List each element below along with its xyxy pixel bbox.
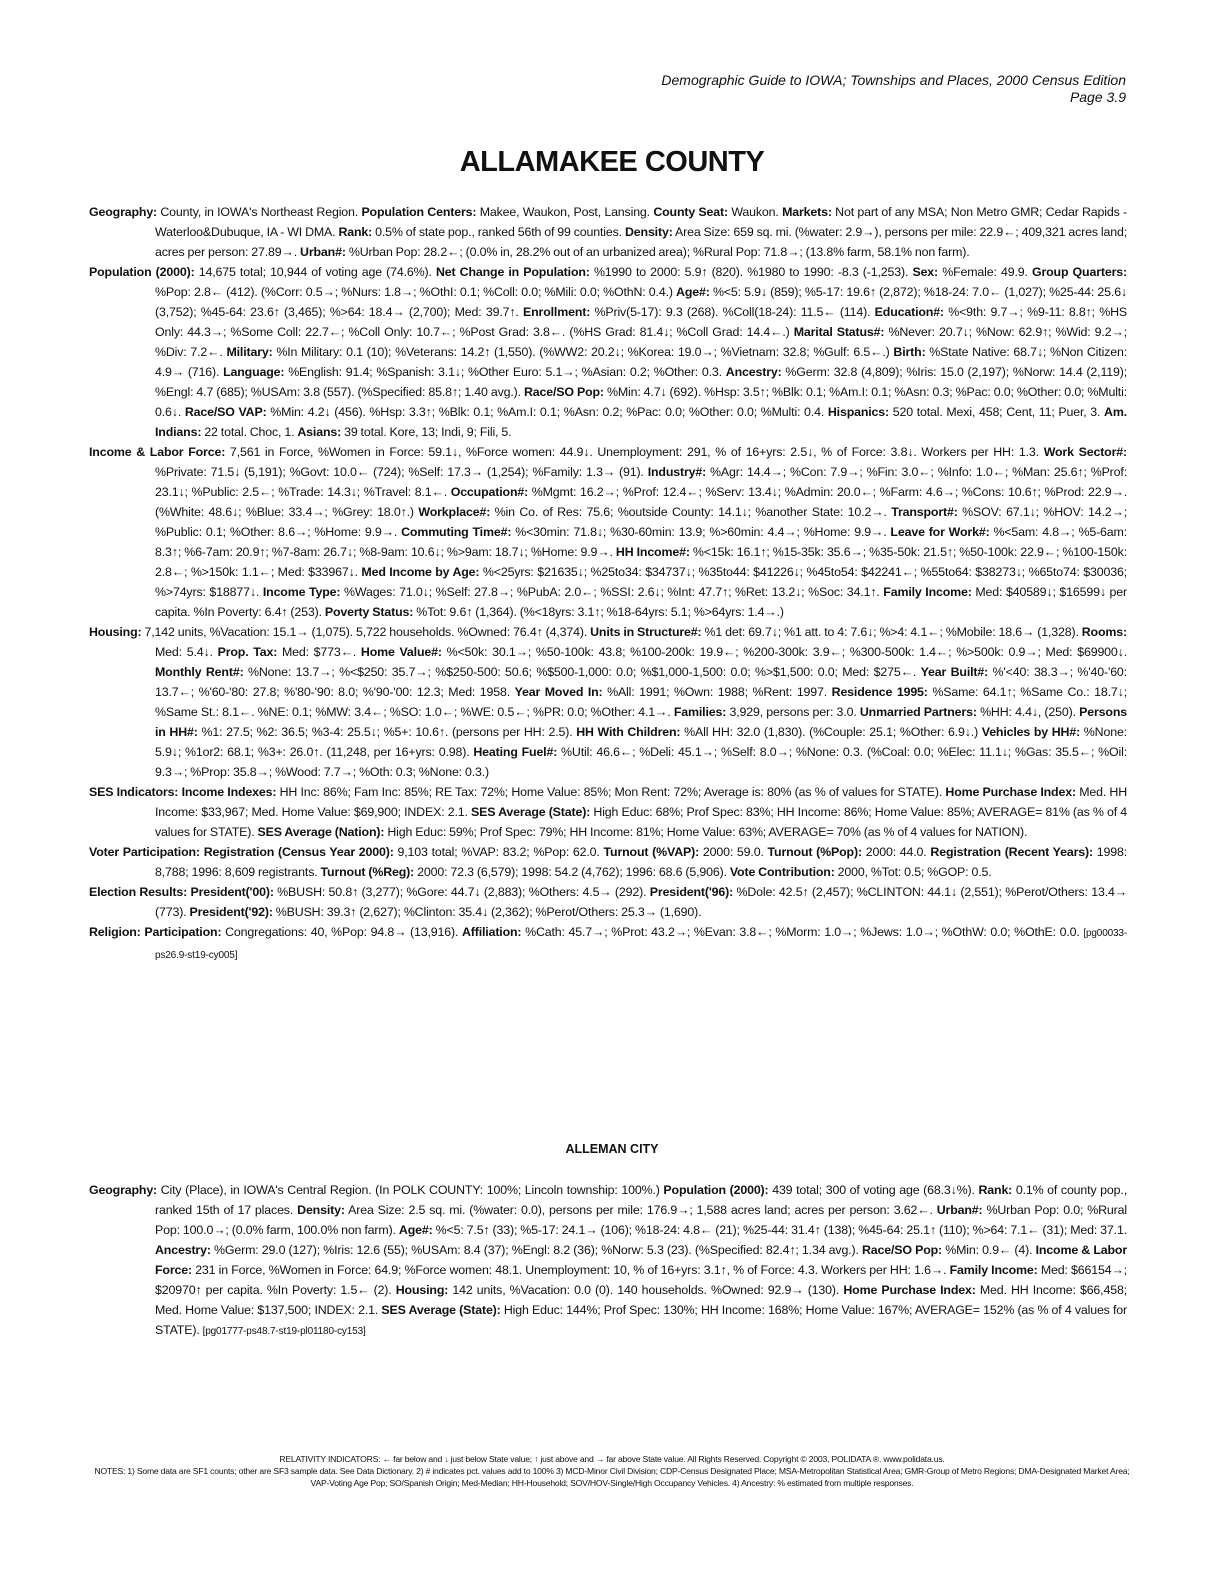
profile-entry xyxy=(89,442,1127,622)
profile-entry xyxy=(89,842,1127,882)
page-footer xyxy=(90,1453,1134,1489)
profile-entry xyxy=(89,262,1127,442)
page-header xyxy=(661,72,1126,106)
entry-text: County, in IOWA's Northeast Region. Population Centers: Makee, Waukon, Post, Lansing. County Seat: Waukon. Markets: Not part of any MSA; Non Metro GMR; Cedar Rapids - Waterloo&Dubuque, IA - WI DMA. Rank: 0.5% of state pop., ranked 56th of 99 counties. Density: Area Size: 659 sq. mi. (%water: 2.9→), persons per mile: 22.9←; 409,321 acres land; acres per person: 27.89→. Urban#: %Urban Pop: 28.2←; (0.0% in, 28.2% out of an urbanized area); %Rural Pop: 71.8→; (13.8% farm, 58.1% non farm). xyxy=(155,205,1127,259)
entry-label: Population (2000): xyxy=(89,265,195,279)
publication-title: Demographic Guide to IOWA; Townships and Places, 2000 Census Edition xyxy=(661,72,1126,88)
entry-label: Religion: xyxy=(89,925,141,939)
entry-text: President('00): %BUSH: 50.8↑ (3,277); %Gore: 44.7↓ (2,883); %Others: 4.5→ (292). President('96): %Dole: 42.5↑ (2,457); %CLINTON: 44.1↓ (2,551); %Perot/Others: 13.4→ (773). President('92): %BUSH: 39.3↑ (2,627); %Clinton: 35.4↓ (2,362); %Perot/Others: 25.3→ (1,690). xyxy=(155,885,1127,919)
entry-text: Income Indexes: HH Inc: 86%; Fam Inc: 85%; RE Tax: 72%; Home Value: 85%; Mon Rent: 72%; Average is: 80% (as % of values for STATE). Home Purchase Index: Med. HH Income: $33,967; Med. Home Value: $69,900; INDEX: 2.1. SES Average (State): High Educ: 68%; Prof Spec: 83%; HH Income: 86%; Home Value: 85%; AVERAGE= 81% (as % of 4 values for STATE). SES Average (Nation): High Educ: 59%; Prof Spec: 79%; HH Income: 81%; Home Value: 63%; AVERAGE= 70% (as % of 4 values for NATION). xyxy=(155,785,1127,839)
entry-text: 14,675 total; 10,944 of voting age (74.6%). Net Change in Population: %1990 to 2000: 5.9↑ (820). %1980 to 1990: -8.3 (-1,253). Sex: %Female: 49.9. Group Quarters: %Pop: 2.8← (412). (%Corr: 0.5→; %Nurs: 1.8→; %OthI: 0.1; %Coll: 0.0; %Mili: 0.0; %OthN: 0.4.) Age#: %<5: 5.9↓ (859); %5-17: 19.6↑ (2,872); %18-24: 7.0← (1,027); %25-44: 25.6↓ (3,752); %45-64: 23.6↑ (3,465); %>64: 18.4→ (2,700); Med: 39.7↑. Enrollment: %Priv(5-17): 9.3 (268). %Coll(18-24): 11.5← (114). Education#: %<9th: 9.7→; %9-11: 8.8↑; %HS Only: 44.3→; %Some Coll: 22.7←; %Coll Only: 10.7←; %Post Grad: 3.8←. (%HS Grad: 81.4↓; %Coll Grad: 14.4←.) Marital Status#: %Never: 20.7↓; %Now: 62.9↑; %Wid: 9.2→; %Div: 7.2←. Military: %In Military: 0.1 (10); %Veterans: 14.2↑ (1,550). (%WW2: 20.2↓; %Korea: 19.0→; %Vietnam: 32.8; %Gulf: 6.5←.) Birth: %State Native: 68.7↓; %Non Citizen: 4.9→ (716). Language: %English: 91.4; %Spanish: 3.1↓; %Other Euro: 5.1→; %Asian: 0.2; %Other: 0.3. Ancestry: %Germ: 32.8 (4,809); %Iris: 15.0 (2,197); %Norw: 14.4 (2,119); %Engl: 4.7 (685); %USAm: 3.8 (557). (%Specified: 85.8↑; 1.40 avg.). Race/SO Pop: %Min: 4.7↓ (692). %Hsp: 3.5↑; %Blk: 0.1; %Am.I: 0.1; %Asn: 0.3; %Pac: 0.0; %Other: 0.0; %Multi: 0.6↓. Race/SO VAP: %Min: 4.2↓ (456). %Hsp: 3.3↑; %Blk: 0.1; %Am.I: 0.1; %Asn: 0.2; %Pac: 0.0; %Other: 0.0; %Multi: 0.4. Hispanics: 520 total. Mexi, 458; Cent, 11; Puer, 3. Am. Indians: 22 total. Choc, 1. Asians: 39 total. Kore, 13; Indi, 9; Fili, 5. xyxy=(155,265,1128,439)
profile-entry xyxy=(89,882,1127,922)
profile-entry xyxy=(89,922,1127,966)
profile-entry xyxy=(89,202,1127,262)
entry-text: Participation: Congregations: 40, %Pop: 94.8→ (13,916). Affiliation: %Cath: 45.7→; %Prot: 43.2→; %Evan: 3.8←; %Morm: 1.0→; %Jews: 1.0→; %OthW: 0.0; %OthE: 0.0. [pg00033-ps26.9-st19-cy005] xyxy=(144,925,1128,961)
entry-text: 7,142 units, %Vacation: 15.1→ (1,075). 5,722 households. %Owned: 76.4↑ (4,374). Units in Structure#: %1 det: 69.7↓; %1 att. to 4: 7.6↓; %>4: 4.1←; %Mobile: 18.6→ (1,328). Rooms: Med: 5.4↓. Prop. Tax: Med: $773←. Home Value#: %<50k: 30.1→; %50-100k: 43.8; %100-200k: 19.9←; %200-300k: 3.9←; %300-500k: 1.4←; %>500k: 0.9→; Med: $69900↓. Monthly Rent#: %None: 13.7→; %<$250: 35.7→; %$250-500: 50.6; %$500-1,000: 0.0; %$1,000-1,500: 0.0; %>$1,500: 0.0; Med: $275←. Year Built#: %'<40: 38.3→; %'40-'60: 13.7←; %'60-'80: 27.8; %'80-'90: 8.0; %'90-'00: 12.3; Med: 1958. Year Moved In: %All: 1991; %Own: 1988; %Rent: 1997. Residence 1995: %Same: 64.1↑; %Same Co.: 18.7↓; %Same St.: 8.1←. %NE: 0.1; %MW: 3.4←; %SO: 1.0←; %WE: 0.5←; %PR: 0.0; %Other: 4.1→. Families: 3,929, persons per: 3.0. Unmarried Partners: %HH: 4.4↓, (250). Persons in HH#: %1: 27.5; %2: 36.5; %3-4: 25.5↓; %5+: 10.6↑. (persons per HH: 2.5). HH With Children: %All HH: 32.0 (1,830). (%Couple: 25.1; %Other: 6.9↓.) Vehicles by HH#: %None: 5.9↓; %1or2: 68.1; %3+: 26.0↑. (11,248, per 16+yrs: 0.98). Heating Fuel#: %Util: 46.6←; %Deli: 45.1→; %Self: 8.0→; %None: 0.3. (%Coal: 0.0; %Elec: 11.1↓; %Gas: 35.5←; %Oil: 9.3→; %Prop: 35.8→; %Wood: 7.7→; %Oth: 0.3; %None: 0.3.) xyxy=(141,625,1128,779)
entry-text: Registration (Census Year 2000): 9,103 total; %VAP: 83.2; %Pop: 62.0. Turnout (%VAP): 2000: 59.0. Turnout (%Pop): 2000: 44.0. Registration (Recent Years): 1998: 8,788; 1996: 8,609 registrants. Turnout (%Reg): 2000: 72.3 (6,579); 1998: 54.2 (4,762); 1996: 68.6 (5,906). Vote Contribution: 2000, %Tot: 0.5; %GOP: 0.5. xyxy=(155,845,1128,879)
profile-entry xyxy=(89,1180,1127,1342)
entry-label: Voter Participation: xyxy=(89,845,200,859)
footer-notes: NOTES: 1) Some data are SF1 counts; other are SF3 sample data. See Data Dictionary. 2) # indicates pct. values add to 100% 3) MCD-Minor Civil Division; CDP-Census Designated Place; MSA-Metropolitan Statistical Area; GMR-Group of Metro Regions; DMA-Designated Market Area; VAP-Voting Age Pop; SO/Spanish Origin; Med-Median; HH-Household; SOV/HOV-Single/High Occupancy Vehicles. 4) Ancestry: % estimated from multiple responses. xyxy=(94,1466,1130,1488)
profile-entry xyxy=(89,782,1127,842)
place-title: ALLEMAN CITY xyxy=(565,1142,659,1156)
relativity-indicators: RELATIVITY INDICATORS: ← far below and ↓ just below State value; ↑ just above and → far above State value. All Rights Reserved. Copyright © 2003, POLIDATA ®. www.polidata.us. xyxy=(279,1454,945,1464)
page-number: Page 3.9 xyxy=(1069,89,1126,105)
place-profile xyxy=(89,1180,1127,1342)
county-profile xyxy=(89,202,1127,966)
entry-label: Housing: xyxy=(89,625,142,639)
entry-label: Income & Labor Force: xyxy=(89,445,226,459)
county-title: ALLAMAKEE COUNTY xyxy=(459,146,765,178)
entry-label: Geography: xyxy=(89,1183,158,1197)
entry-label: Geography: xyxy=(89,205,158,219)
entry-label: Election Results: xyxy=(89,885,188,899)
profile-entry xyxy=(89,622,1127,782)
entry-text: City (Place), in IOWA's Central Region. (In POLK COUNTY: 100%; Lincoln township: 100%.) Population (2000): 439 total; 300 of voting age (68.3↓%). Rank: 0.1% of county pop., ranked 15th of 17 places. Density: Area Size: 2.5 sq. mi. (%water: 0.0), persons per mile: 176.9→; 1,588 acres land; acres per person: 3.62←. Urban#: %Urban Pop: 0.0; %Rural Pop: 100.0→; (0.0% farm, 100.0% non farm). Age#: %<5: 7.5↑ (33); %5-17: 24.1→ (106); %18-24: 4.8← (21); %25-44: 31.4↑ (138); %45-64: 25.1↑ (110); %>64: 7.1← (31); Med: 37.1. Ancestry: %Germ: 29.0 (127); %Iris: 12.6 (55); %USAm: 8.4 (37); %Engl: 8.2 (36); %Norw: 5.3 (23). (%Specified: 82.4↑; 1.34 avg.). Race/SO Pop: %Min: 0.9← (4). Income & Labor Force: 231 in Force, %Women in Force: 64.9; %Force women: 48.1. Unemployment: 10, % of 16+yrs: 3.1↑, % of Force: 4.3. Workers per HH: 1.6→. Family Income: Med: $66154→; $20970↑ per capita. %In Poverty: 1.5← (2). Housing: 142 units, %Vacation: 0.0 (0). 140 households. %Owned: 92.9→ (130). Home Purchase Index: Med. HH Income: $66,458; Med. Home Value: $137,500; INDEX: 2.1. SES Average (State): High Educ: 144%; Prof Spec: 130%; HH Income: 168%; Home Value: 167%; AVERAGE= 152% (as % of 4 values for STATE). [pg01777-ps48.7-st19-pl01180-cy153] xyxy=(155,1183,1127,1337)
entry-label: SES Indicators: xyxy=(89,785,179,799)
entry-text: 7,561 in Force, %Women in Force: 59.1↓, %Force women: 44.9↓. Unemployment: 291, % of 16+yrs: 2.5↓, % of Force: 3.8↓. Workers per HH: 1.3. Work Sector#: %Private: 71.5↓ (5,191); %Govt: 10.0← (724); %Self: 17.3→ (1,254); %Family: 1.3→ (91). Industry#: %Agr: 14.4→; %Con: 7.9→; %Fin: 3.0←; %Info: 1.0←; %Man: 25.6↑; %Prof: 23.1↓; %Public: 2.5←; %Trade: 14.3↓; %Travel: 8.1←. Occupation#: %Mgmt: 16.2→; %Prof: 12.4←; %Serv: 13.4↓; %Admin: 20.0←; %Farm: 4.6→; %Cons: 10.6↑; %Prod: 22.9→. (%White: 48.6↓; %Blue: 33.4→; %Grey: 18.0↑.) Workplace#: %in Co. of Res: 75.6; %outside County: 14.1↓; %another State: 10.2→. Transport#: %SOV: 67.1↓; %HOV: 14.2→; %Public: 0.1; %Other: 8.6→; %Home: 9.9→. Commuting Time#: %<30min: 71.8↓; %30-60min: 13.9; %>60min: 4.4→; %Home: 9.9→. Leave for Work#: %<5am: 4.8→; %5-6am: 8.3↑; %6-7am: 20.9↑; %7-8am: 26.7↓; %8-9am: 10.6↓; %>9am: 18.7↓; %Home: 9.9→. HH Income#: %<15k: 16.1↑; %15-35k: 35.6→; %35-50k: 21.5↑; %50-100k: 22.9←; %100-150k: 2.8←; %>150k: 1.1←; Med: $33967↓. Med Income by Age: %<25yrs: $21635↓; %25to34: $34737↓; %35to44: $41226↓; %45to54: $42241←; %55to64: $38273↓; %65to74: $30036; %>74yrs: $18877↓. Income Type: %Wages: 71.0↓; %Self: 27.8→; %PubA: 2.0←; %SSI: 2.6↓; %Int: 47.7↑; %Ret: 13.2↓; %Soc: 34.1↑. Family Income: Med: $40589↓; $16599↓ per capita. %In Poverty: 6.4↑ (253). Poverty Status: %Tot: 9.6↑ (1,364). (%<18yrs: 3.1↑; %18-64yrs: 5.1; %>64yrs: 1.4→.) xyxy=(155,445,1128,619)
